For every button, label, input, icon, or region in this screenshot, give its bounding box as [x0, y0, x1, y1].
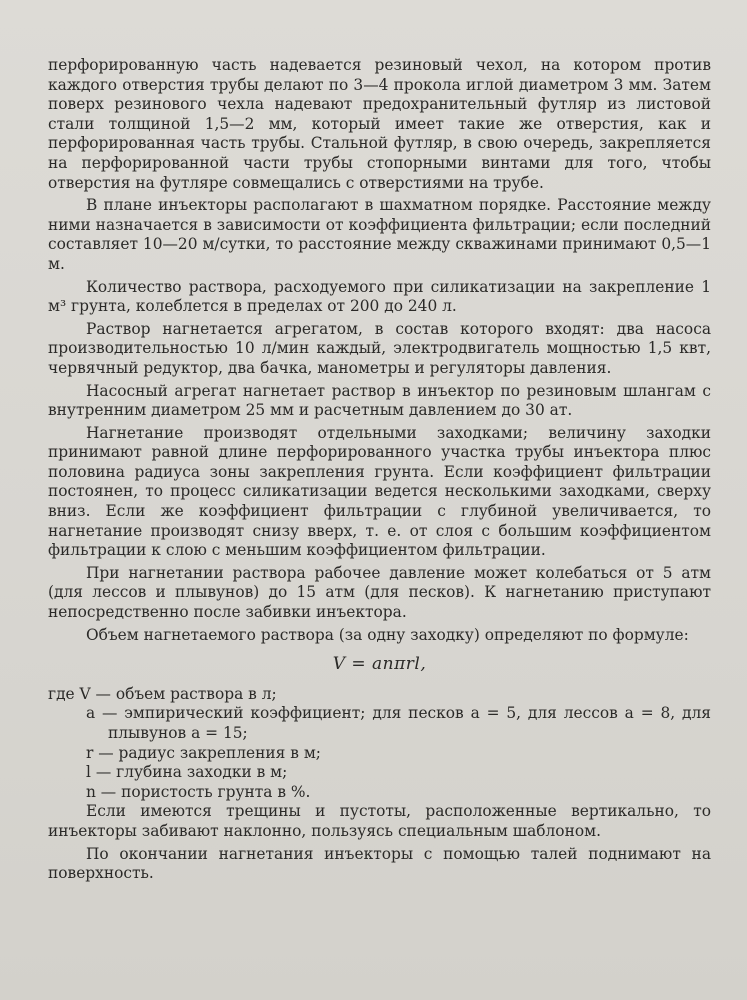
- paragraph-4: Раствор нагнетается агрегатом, в состав которого входят: два насоса производительностью 10 л/мин каждый, электродвигатель мощностью 1,5 квт, червячный редуктор, два бачка, манометры и регуляторы давления.: [48, 319, 711, 377]
- definition-r: r — радиус закрепления в м;: [86, 743, 321, 762]
- paragraph-8: Объем нагнетаемого раствора (за одну заходку) определяют по формуле:: [86, 625, 689, 644]
- formula-where: где V — объем раствора в л;: [48, 684, 277, 703]
- page-text: [48, 56, 711, 884]
- paragraph-6: Нагнетание производят отдельными заходками; величину заходки принимают равной длине перфорированного участка трубы инъектора плюс половина радиуса зоны закрепления грунта. Если коэффициент фильтрации постоянен, то процесс силикатизации ведется несколькими заходками, сверху вниз. Если же коэффициент фильтрации с глубиной увеличивается, то нагнетание производят снизу вверх, т. е. от слоя с большим коэффициентом фильтрации к слою с меньшим коэффициентом фильтрации.: [48, 423, 711, 560]
- paragraph-7: При нагнетании раствора рабочее давление может колебаться от 5 атм (для лессов и плывунов) до 15 атм (для песков). К нагнетанию приступают непосредственно после забивки инъектора.: [48, 563, 711, 622]
- paragraph-2: В плане инъекторы располагают в шахматном порядке. Расстояние между ними назначается в зависимости от коэффициента фильтрации; если последний составляет 10—20 м/сутки, то расстояние между скважинами принимают 0,5—1 м.: [48, 196, 711, 273]
- paragraph-5: Насосный агрегат нагнетает раствор в инъектор по резиновым шлангам с внутренним диаметром 25 мм и расчетным давлением до 30 ат.: [48, 381, 711, 420]
- volume-formula: V = anπrl,: [332, 654, 427, 675]
- paragraph-1: перфорированную часть надевается резиновый чехол, на котором против каждого отверстия трубы делают по 3—4 прокола иглой диаметром 3 мм. Затем поверх резинового чехла надевают предохранительный футляр из листовой стали толщиной 1,5—2 мм, который имеет такие же отверстия, как и перфорированная часть трубы. Стальной футляр, в свою очередь, закрепляется на перфорированной части трубы стопорными винтами для того, чтобы отверстия на футляре совмещались с отверстиями на трубе.: [48, 56, 711, 192]
- paragraph-closing-1: Если имеются трещины и пустоты, расположенные вертикально, то инъекторы забивают наклонно, пользуясь специальным шаблоном.: [48, 802, 711, 840]
- definition-l: l — глубина заходки в м;: [86, 763, 288, 782]
- definition-n: n — пористость грунта в %.: [86, 782, 311, 801]
- paragraph-3: Количество раствора, расходуемого при силикатизации на закрепление 1 м³ грунта, колеблется в пределах от 200 до 240 л.: [48, 277, 711, 316]
- paragraph-closing-2: По окончании нагнетания инъекторы с помощью талей поднимают на поверхность.: [48, 844, 711, 883]
- definition-a: a — эмпирический коэффициент; для песков a = 5, для лессов a = 8, для плывунов a = 15;: [86, 704, 711, 742]
